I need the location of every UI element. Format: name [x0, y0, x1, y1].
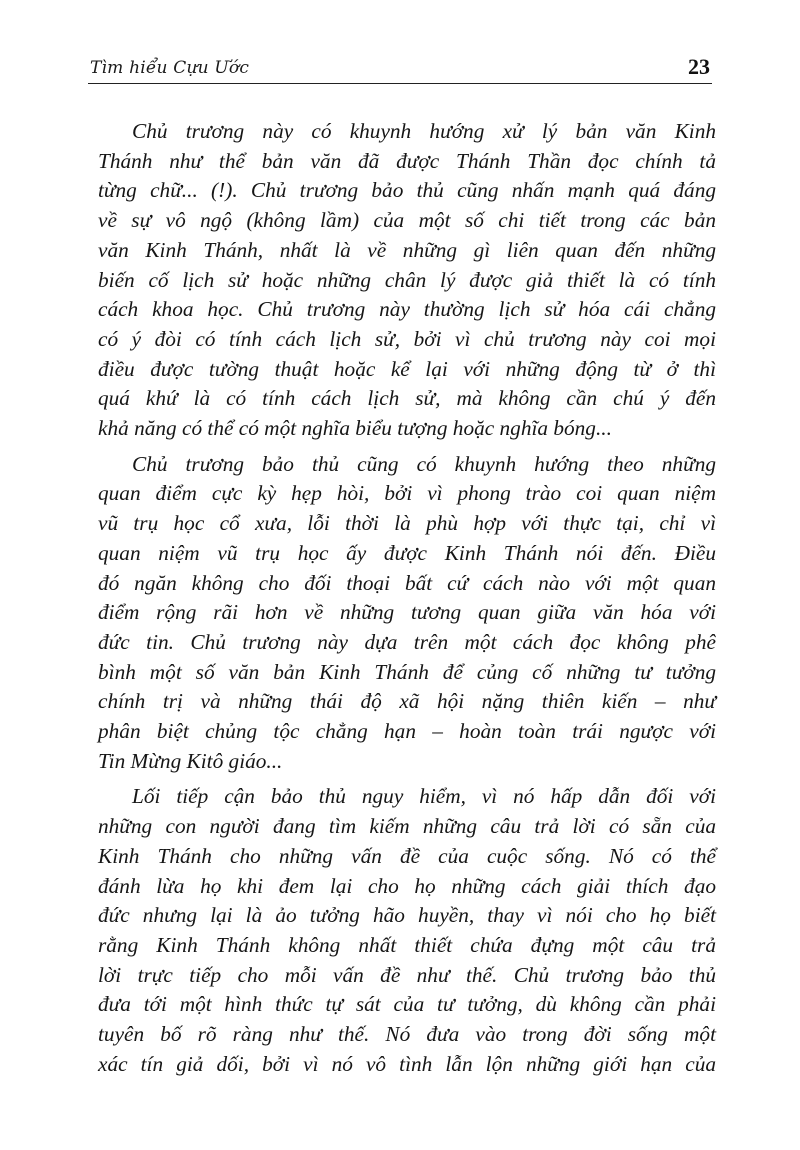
text-line: những con người đang tìm kiếm những câu trả lời có sẵn của	[98, 814, 716, 839]
text-line: quá khứ là có tính cách lịch sử, mà không cần chú ý đến	[98, 386, 716, 411]
text-line: đức nhưng lại là ảo tưởng hão huyền, thay vì nói cho họ biết	[98, 903, 716, 928]
text-line: điều được tường thuật hoặc kể lại với những động từ ở thì	[98, 356, 716, 381]
text-line: lời trực tiếp cho mỗi vấn đề như thế. Chủ trương bảo thủ	[98, 962, 716, 987]
text-line: quan điểm cực kỳ hẹp hòi, bởi vì phong trào coi quan niệm	[98, 481, 716, 506]
text-line: biến cố lịch sử hoặc những chân lý được giả thiết là có tính	[98, 267, 716, 292]
body-text	[98, 117, 716, 1086]
text-line: chính trị và những thái độ xã hội nặng thiên kiến – như	[98, 689, 716, 714]
text-line: điểm rộng rãi hơn về những tương quan giữa văn hóa với	[98, 600, 716, 625]
header-rule	[88, 83, 712, 84]
text-line: cách khoa học. Chủ trương này thường lịch sử hóa cái chẳng	[98, 297, 716, 322]
text-line: đưa tới một hình thức tự sát của tư tưởng, dù không cần phải	[98, 992, 716, 1017]
paragraph	[98, 782, 716, 1079]
text-line: vũ trụ học cổ xưa, lỗi thời là phù hợp với thực tại, chỉ vì	[98, 511, 716, 536]
text-line: về sự vô ngộ (không lầm) của một số chi tiết trong các bản	[98, 208, 716, 233]
text-line: có ý đòi có tính cách lịch sử, bởi vì chủ trương này coi mọi	[98, 326, 716, 351]
text-line: khả năng có thể có một nghĩa biểu tượng hoặc nghĩa bóng...	[98, 416, 612, 441]
text-line: Chủ trương này có khuynh hướng xử lý bản văn Kinh	[132, 119, 716, 143]
text-line: đánh lừa họ khi đem lại cho họ những cách giải thích đạo	[98, 873, 716, 898]
text-line: đức tin. Chủ trương này dựa trên một cách đọc không phê	[98, 629, 716, 654]
text-line: bình một số văn bản Kinh Thánh để củng cố những tư tưởng	[98, 659, 716, 684]
text-line: Thánh như thể bản văn đã được Thánh Thần đọc chính tả	[98, 148, 716, 173]
page-number: 23	[688, 54, 710, 79]
text-line: phân biệt chủng tộc chẳng hạn – hoàn toàn trái ngược với	[98, 719, 716, 744]
running-header	[88, 52, 712, 86]
paragraph	[98, 450, 716, 777]
paragraph	[98, 117, 716, 444]
text-line: rằng Kinh Thánh không nhất thiết chứa đựng một câu trả	[98, 932, 716, 957]
text-line: Lối tiếp cận bảo thủ nguy hiểm, vì nó hấp dẫn đối với	[132, 784, 716, 809]
text-line: Tin Mừng Kitô giáo...	[98, 748, 283, 773]
text-line: quan niệm vũ trụ học ấy được Kinh Thánh nói đến. Điều	[98, 540, 716, 565]
text-line: tuyên bố rõ ràng như thế. Nó đưa vào trong đời sống một	[98, 1022, 716, 1047]
running-title: Tìm hiểu Cựu Ước	[90, 58, 250, 78]
text-line: xác tín giả dối, bởi vì nó vô tình lẫn lộn những giới hạn của	[98, 1051, 716, 1076]
text-line: Chủ trương bảo thủ cũng có khuynh hướng theo những	[132, 451, 716, 476]
text-line: đó ngăn không cho đối thoại bất cứ cách nào với một quan	[98, 570, 716, 595]
text-line: văn Kinh Thánh, nhất là về những gì liên quan đến những	[98, 237, 716, 262]
text-line: từng chữ... (!). Chủ trương bảo thủ cũng nhấn mạnh quá đáng	[98, 178, 716, 203]
text-line: Kinh Thánh cho những vấn đề của cuộc sống. Nó có thể	[98, 843, 716, 868]
